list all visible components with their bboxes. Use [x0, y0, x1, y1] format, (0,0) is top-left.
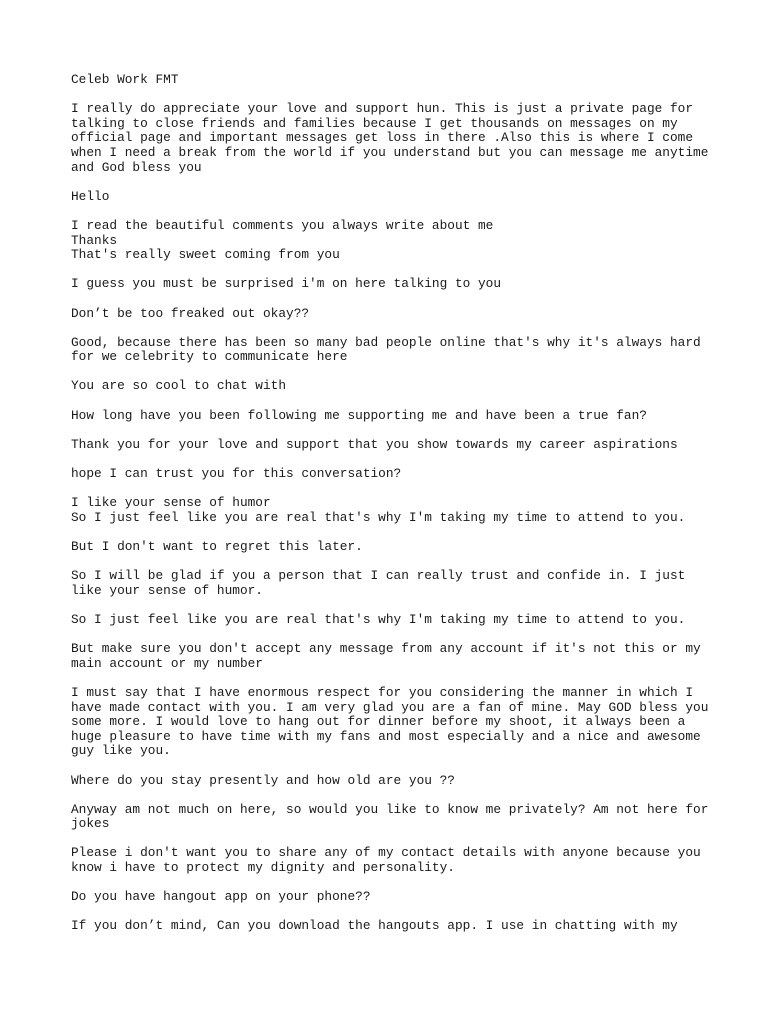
paragraph: I guess you must be surprised i'm on here talking to you [71, 276, 502, 292]
paragraph: But I don't want to regret this later. [71, 539, 363, 554]
document-page [71, 73, 711, 949]
paragraph: So I just feel like you are real that's why I'm taking my time to attend to you. [71, 611, 686, 627]
paragraph: Where do you stay presently and how old are you ?? [71, 772, 455, 788]
paragraph: Good, because there has been so many bad people online that's why it's always hard for we celebrity to communicate here [71, 334, 701, 365]
paragraph: I must say that I have enormous respect for you considering the manner in which I have made contact with you. I am very glad you are a fan of mine. May GOD bless you some more. I would love to hang out for dinner before my shoot, it always been a huge pleasure to have time with my fans and most especially and a nice and awesome guy like you. [71, 684, 709, 759]
paragraph: Don’t be too freaked out okay?? [71, 305, 310, 321]
paragraph: hope I can trust you for this conversation? [71, 466, 402, 482]
paragraph: Please i don't want you to share any of my contact details with anyone because you know i have to protect my dignity and personality. [71, 845, 701, 876]
paragraph: Anyway am not much on here, so would you like to know me privately? Am not here for jokes [71, 801, 709, 832]
paragraph: You are so cool to chat with [71, 378, 287, 394]
paragraph: Thank you for your love and support that you show towards my career aspirations [71, 436, 678, 452]
paragraph: Hello [71, 188, 110, 204]
paragraph: I like your sense of humor So I just feel like you are real that's why I'm taking my time to attend to you. [71, 495, 686, 525]
paragraph: I really do appreciate your love and support hun. This is just a private page for talking to close friends and families because I get thousands on messages on my official page and important messages get loss in there .Also this is where I come when I need a break from the world if you understand but you can message me anytime and God bless you [71, 101, 709, 175]
paragraph: How long have you been following me supporting me and have been a true fan? [71, 407, 647, 423]
paragraph: So I will be glad if you a person that I can really trust and confide in. I just like your sense of humor. [71, 568, 686, 598]
paragraph: But make sure you don't accept any message from any account if it's not this or my main account or my number [71, 641, 701, 671]
paragraph: Do you have hangout app on your phone?? [71, 889, 371, 905]
document-title: Celeb Work FMT [71, 72, 179, 87]
paragraph: If you don’t mind, Can you download the hangouts app. I use in chatting with my [71, 918, 678, 934]
paragraph: I read the beautiful comments you always write about me Thanks That's really sweet coming from you [71, 217, 494, 263]
